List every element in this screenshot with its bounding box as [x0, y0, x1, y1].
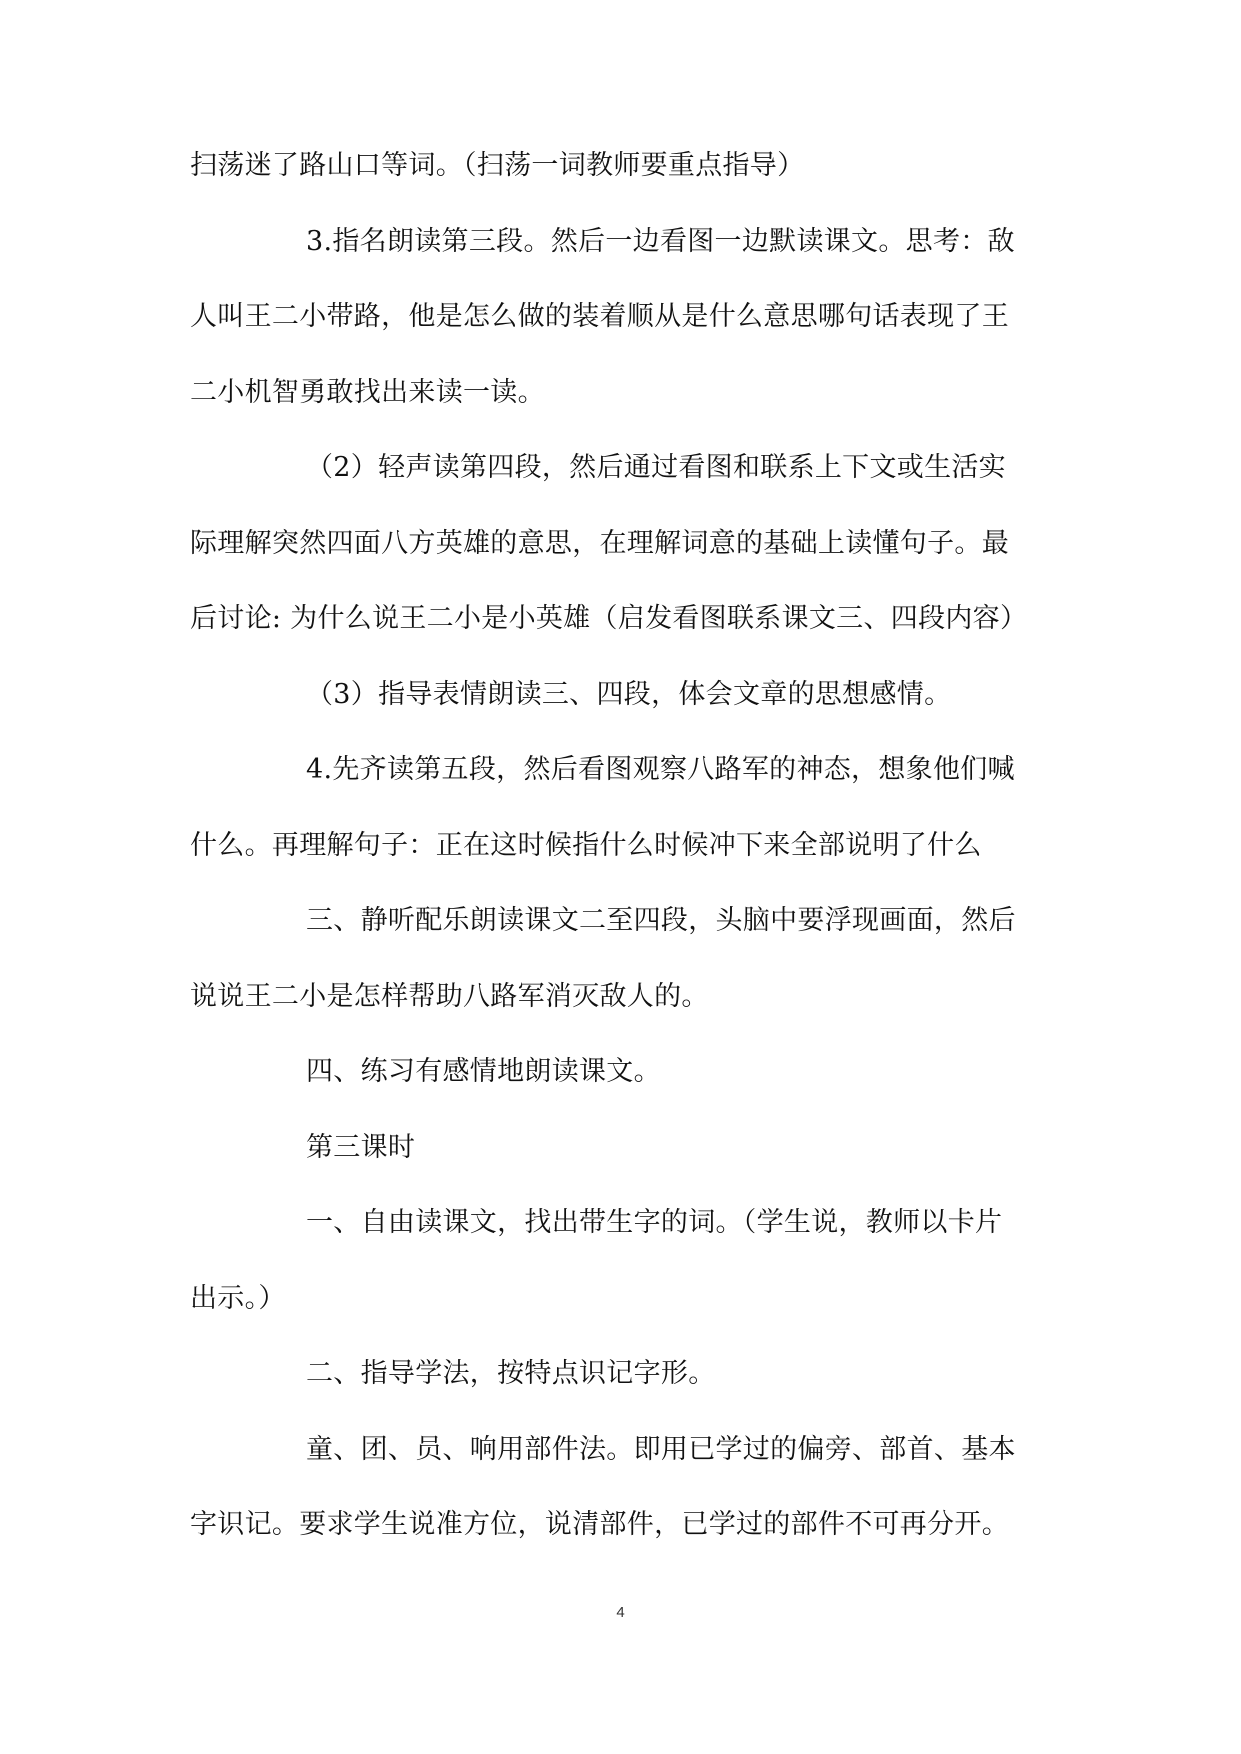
text-line: 4.先齐读第五段，然后看图观察八路军的神态，想象他们喊	[306, 754, 1015, 785]
text-line: 二、指导学法，按特点识记字形。	[306, 1358, 716, 1389]
text-line: 人叫王二小带路，他是怎么做的装着顺从是什么意思哪句话表现了王	[190, 301, 1009, 332]
text-line: 后讨论: 为什么说王二小是小英雄（启发看图联系课文三、四段内容）	[190, 603, 1028, 634]
text-line: （2）轻声读第四段，然后通过看图和联系上下文或生活实	[306, 452, 1006, 483]
text-line: 扫荡迷了路山口等词。（扫荡一词教师要重点指导）	[190, 150, 805, 181]
text-line: 出示。）	[190, 1282, 286, 1314]
text-line: 3.指名朗读第三段。然后一边看图一边默读课文。思考：敌	[306, 225, 1015, 257]
text-line: 什么。再理解句子：正在这时候指什么时候冲下来全部说明了什么	[190, 829, 982, 861]
text-line: 际理解突然四面八方英雄的意思，在理解词意的基础上读懂句子。最	[190, 527, 1009, 559]
text-line: 说说王二小是怎样帮助八路军消灭敌人的。	[190, 980, 709, 1012]
section-heading: 第三课时	[306, 1131, 416, 1163]
text-line: 二小机智勇敢找出来读一读。	[190, 376, 545, 408]
text-line: 字识记。要求学生说准方位，说清部件，已学过的部件不可再分开。	[190, 1509, 1009, 1540]
text-line: 四、练习有感情地朗读课文。	[306, 1056, 661, 1087]
body-text	[190, 148, 1062, 1583]
text-line: 一、自由读课文，找出带生字的词。（学生说，教师以卡片	[306, 1207, 1003, 1238]
text-line: 三、静听配乐朗读课文二至四段，头脑中要浮现画面，然后	[306, 905, 1016, 936]
text-line: （3）指导表情朗读三、四段，体会文章的思想感情。	[306, 678, 952, 710]
page-number: 4	[616, 1604, 625, 1621]
text-line: 童、团、员、响用部件法。即用已学过的偏旁、部首、基本	[306, 1433, 1016, 1465]
